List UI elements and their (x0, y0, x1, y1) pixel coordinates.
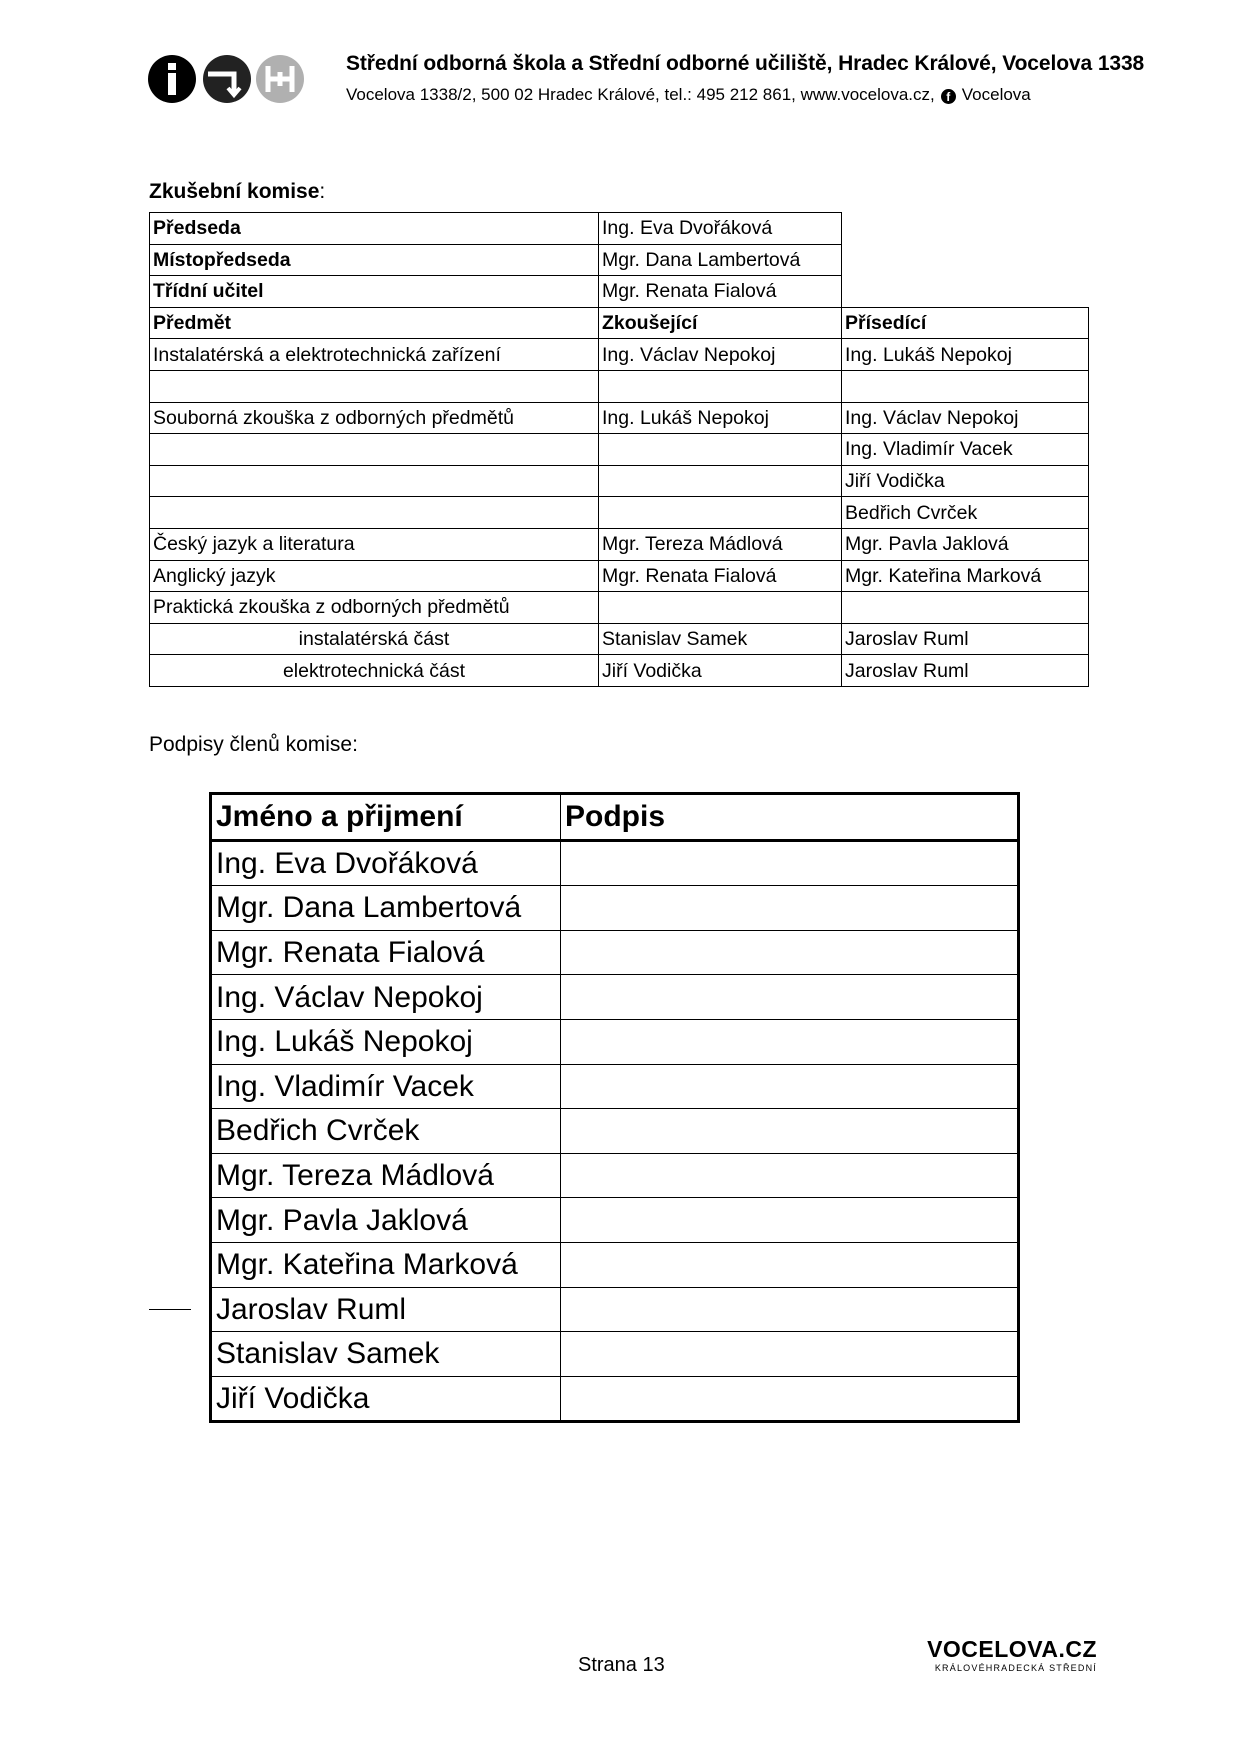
signature-field[interactable] (561, 1242, 1019, 1287)
school-logo (148, 54, 308, 104)
role-cell: Místopředseda (150, 244, 599, 276)
member-name: Mgr. Kateřina Marková (211, 1242, 561, 1287)
member-name: Ing. Eva Dvořáková (211, 840, 561, 886)
table-row (211, 1242, 1019, 1287)
official-row (150, 213, 1089, 245)
role-cell: Předseda (150, 213, 599, 245)
official-row (150, 244, 1089, 276)
signature-table (209, 792, 1020, 1423)
plumbing-h-icon (256, 55, 304, 103)
assessor-cell (842, 370, 1089, 402)
member-name: Bedřich Cvrček (211, 1109, 561, 1154)
table-row (150, 528, 1089, 560)
official-name-cell: Ing. Eva Dvořáková (599, 213, 842, 245)
member-name: Ing. Lukáš Nepokoj (211, 1019, 561, 1064)
table-row (211, 840, 1019, 886)
examiner-cell: Mgr. Renata Fialová (599, 560, 842, 592)
table-row (211, 886, 1019, 931)
table-row (211, 1064, 1019, 1109)
assessor-cell: Ing. Václav Nepokoj (842, 402, 1089, 434)
member-name: Jaroslav Ruml (211, 1287, 561, 1332)
assessor-header: Přísedící (842, 307, 1089, 339)
examiner-cell (599, 370, 842, 402)
table-row (150, 370, 1089, 402)
signature-field[interactable] (561, 1332, 1019, 1377)
brand-subtitle: KRÁLOVÉHRADECKÁ STŘEDNÍ (934, 1663, 1097, 1673)
member-name: Stanislav Samek (211, 1332, 561, 1377)
member-name: Mgr. Renata Fialová (211, 930, 561, 975)
signature-field[interactable] (561, 930, 1019, 975)
subject-cell: Instalatérská a elektrotechnická zařízení (150, 339, 599, 371)
school-name: Střední odborná škola a Střední odborné učiliště, Hradec Králové, Vocelova 1338 (346, 52, 1145, 75)
school-contact (346, 85, 1031, 105)
table-row (150, 560, 1089, 592)
page-number: Strana 13 (578, 1654, 665, 1676)
subject-cell (150, 465, 599, 497)
table-row (150, 497, 1089, 529)
official-name-cell: Mgr. Renata Fialová (599, 276, 842, 308)
table-row (211, 1287, 1019, 1332)
blank-cell (842, 244, 1089, 276)
subject-cell (150, 434, 599, 466)
table-row (211, 1153, 1019, 1198)
facebook-icon: f (941, 89, 956, 104)
member-name: Ing. Václav Nepokoj (211, 975, 561, 1020)
examiner-cell: Jiří Vodička (599, 655, 842, 687)
signature-header: Podpis (561, 794, 1019, 841)
table-row (150, 592, 1089, 624)
assessor-cell: Bedřich Cvrček (842, 497, 1089, 529)
member-name: Ing. Vladimír Vacek (211, 1064, 561, 1109)
table-row (211, 930, 1019, 975)
table-header-row (211, 794, 1019, 841)
blank-cell (842, 213, 1089, 245)
subject-cell (150, 370, 599, 402)
table-row (211, 1376, 1019, 1422)
commission-title: Zkušební komise: (149, 180, 326, 203)
assessor-cell: Jaroslav Ruml (842, 623, 1089, 655)
page-header (148, 52, 1145, 106)
info-i-icon (148, 55, 196, 103)
table-header-row (150, 307, 1089, 339)
assessor-cell: Jiří Vodička (842, 465, 1089, 497)
examiner-cell (599, 592, 842, 624)
examiner-cell: Ing. Václav Nepokoj (599, 339, 842, 371)
footer-brand (927, 1637, 1097, 1675)
signature-field[interactable] (561, 1064, 1019, 1109)
signature-field[interactable] (561, 1198, 1019, 1243)
table-row (211, 975, 1019, 1020)
table-row (211, 1109, 1019, 1154)
subject-cell: Souborná zkouška z odborných předmětů (150, 402, 599, 434)
table-row (150, 339, 1089, 371)
assessor-cell: Jaroslav Ruml (842, 655, 1089, 687)
official-row (150, 276, 1089, 308)
signature-field[interactable] (561, 886, 1019, 931)
subject-cell: Praktická zkouška z odborných předmětů (150, 592, 599, 624)
subject-cell: Anglický jazyk (150, 560, 599, 592)
assessor-cell: Ing. Vladimír Vacek (842, 434, 1089, 466)
official-name-cell: Mgr. Dana Lambertová (599, 244, 842, 276)
examiner-header: Zkoušející (599, 307, 842, 339)
signature-field[interactable] (561, 840, 1019, 886)
examiner-cell: Ing. Lukáš Nepokoj (599, 402, 842, 434)
assessor-cell (842, 592, 1089, 624)
blank-cell (842, 276, 1089, 308)
member-name: Jiří Vodička (211, 1376, 561, 1422)
assessor-cell: Ing. Lukáš Nepokoj (842, 339, 1089, 371)
examiner-cell: Stanislav Samek (599, 623, 842, 655)
signature-field[interactable] (561, 1287, 1019, 1332)
table-row (150, 434, 1089, 466)
role-cell: Třídní učitel (150, 276, 599, 308)
subject-cell: Český jazyk a literatura (150, 528, 599, 560)
signature-field[interactable] (561, 1019, 1019, 1064)
divider (149, 1309, 191, 1310)
member-name: Mgr. Dana Lambertová (211, 886, 561, 931)
table-row (211, 1019, 1019, 1064)
table-row (211, 1198, 1019, 1243)
examiner-cell (599, 434, 842, 466)
signature-field[interactable] (561, 975, 1019, 1020)
examiner-cell (599, 465, 842, 497)
member-name: Mgr. Tereza Mádlová (211, 1153, 561, 1198)
turn-arrow-icon (203, 55, 251, 103)
name-header: Jméno a přijmení (211, 794, 561, 841)
facebook-label: Vocelova (961, 85, 1031, 104)
subject-cell (150, 497, 599, 529)
assessor-cell: Mgr. Pavla Jaklová (842, 528, 1089, 560)
signature-field[interactable] (561, 1376, 1019, 1422)
examiner-cell (599, 497, 842, 529)
subject-cell: elektrotechnická část (150, 655, 599, 687)
assessor-cell: Mgr. Kateřina Marková (842, 560, 1089, 592)
table-row (211, 1332, 1019, 1377)
subject-header: Předmět (150, 307, 599, 339)
table-row (150, 402, 1089, 434)
signature-field[interactable] (561, 1153, 1019, 1198)
examiner-cell: Mgr. Tereza Mádlová (599, 528, 842, 560)
signature-field[interactable] (561, 1109, 1019, 1154)
commission-table (149, 212, 1089, 687)
table-row (150, 623, 1089, 655)
signatures-title: Podpisy členů komise: (149, 733, 358, 756)
table-row (150, 655, 1089, 687)
member-name: Mgr. Pavla Jaklová (211, 1198, 561, 1243)
brand-name: VOCELOVA.CZ (927, 1636, 1097, 1662)
contact-text: Vocelova 1338/2, 500 02 Hradec Králové, tel.: 495 212 861, www.vocelova.cz, (346, 85, 935, 104)
table-row (150, 465, 1089, 497)
subject-cell: instalatérská část (150, 623, 599, 655)
